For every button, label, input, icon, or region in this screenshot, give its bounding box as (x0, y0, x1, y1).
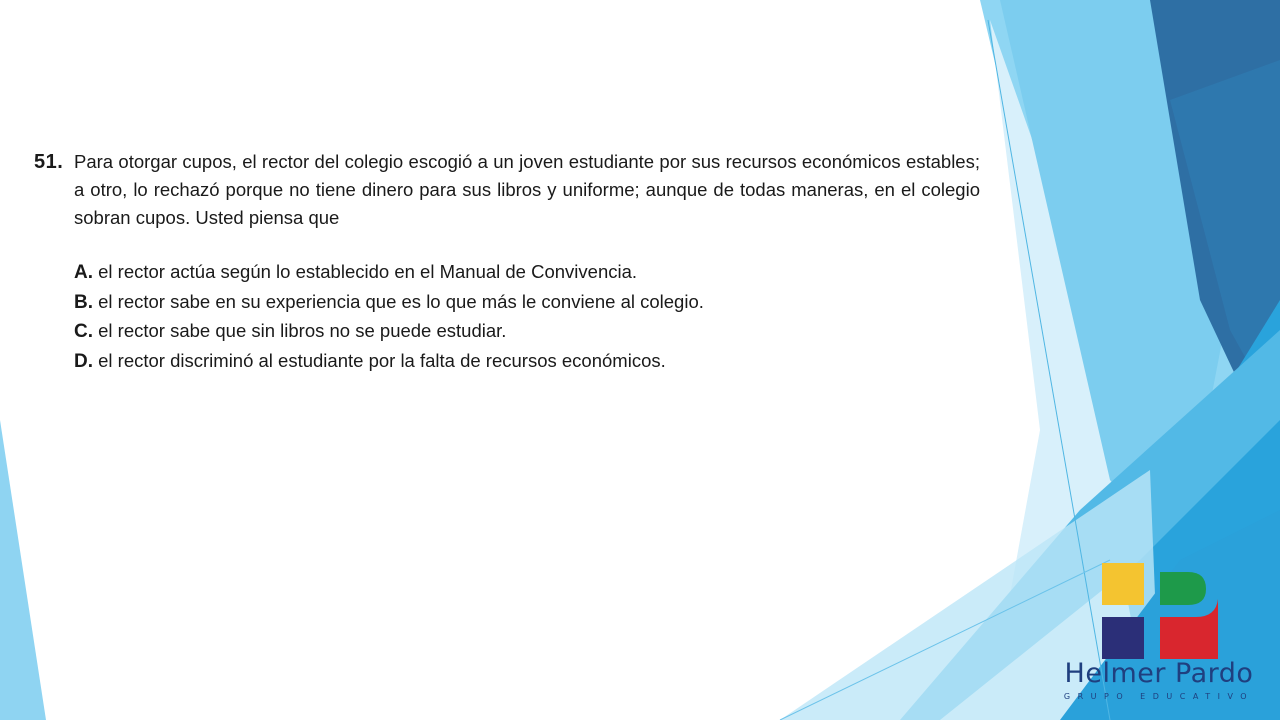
option-d (74, 347, 980, 377)
option-letter: A. (74, 262, 93, 283)
question-text: Para otorgar cupos, el rector del colegio escogió a un joven estudiante por sus recursos económicos estables; a otro, lo rechazó porque no tiene dinero para sus libros y uniforme; aunque de todas maneras, en el colegio sobran cupos. Usted piensa que (74, 151, 980, 228)
question-block (34, 148, 980, 376)
question-number: 51. (34, 151, 64, 173)
option-a (74, 258, 980, 288)
option-text: el rector discriminó al estudiante por la falta de recursos económicos. (98, 349, 666, 371)
logo-mark-icon (1102, 563, 1220, 659)
logo-yellow-square (1102, 563, 1144, 605)
option-c (74, 317, 980, 347)
option-b (74, 288, 980, 318)
helmer-pardo-logo (1058, 560, 1260, 710)
option-text: el rector sabe en su experiencia que es lo que más le conviene al colegio. (98, 290, 704, 312)
logo-subtitle: GRUPO EDUCATIVO (1063, 692, 1255, 701)
logo-name: Helmer Pardo (1064, 658, 1254, 689)
option-letter: C. (74, 321, 93, 342)
left-light-strip (0, 420, 46, 720)
logo-green-shape (1160, 572, 1206, 605)
option-letter: B. (74, 291, 93, 313)
option-letter: D. (74, 350, 93, 372)
option-text: el rector sabe que sin libros no se puede estudiar. (98, 320, 507, 341)
logo-navy-square (1102, 617, 1144, 659)
option-text: el rector actúa según lo establecido en el Manual de Convivencia. (98, 261, 638, 282)
answer-options (74, 258, 980, 376)
logo-red-shape (1160, 599, 1218, 659)
